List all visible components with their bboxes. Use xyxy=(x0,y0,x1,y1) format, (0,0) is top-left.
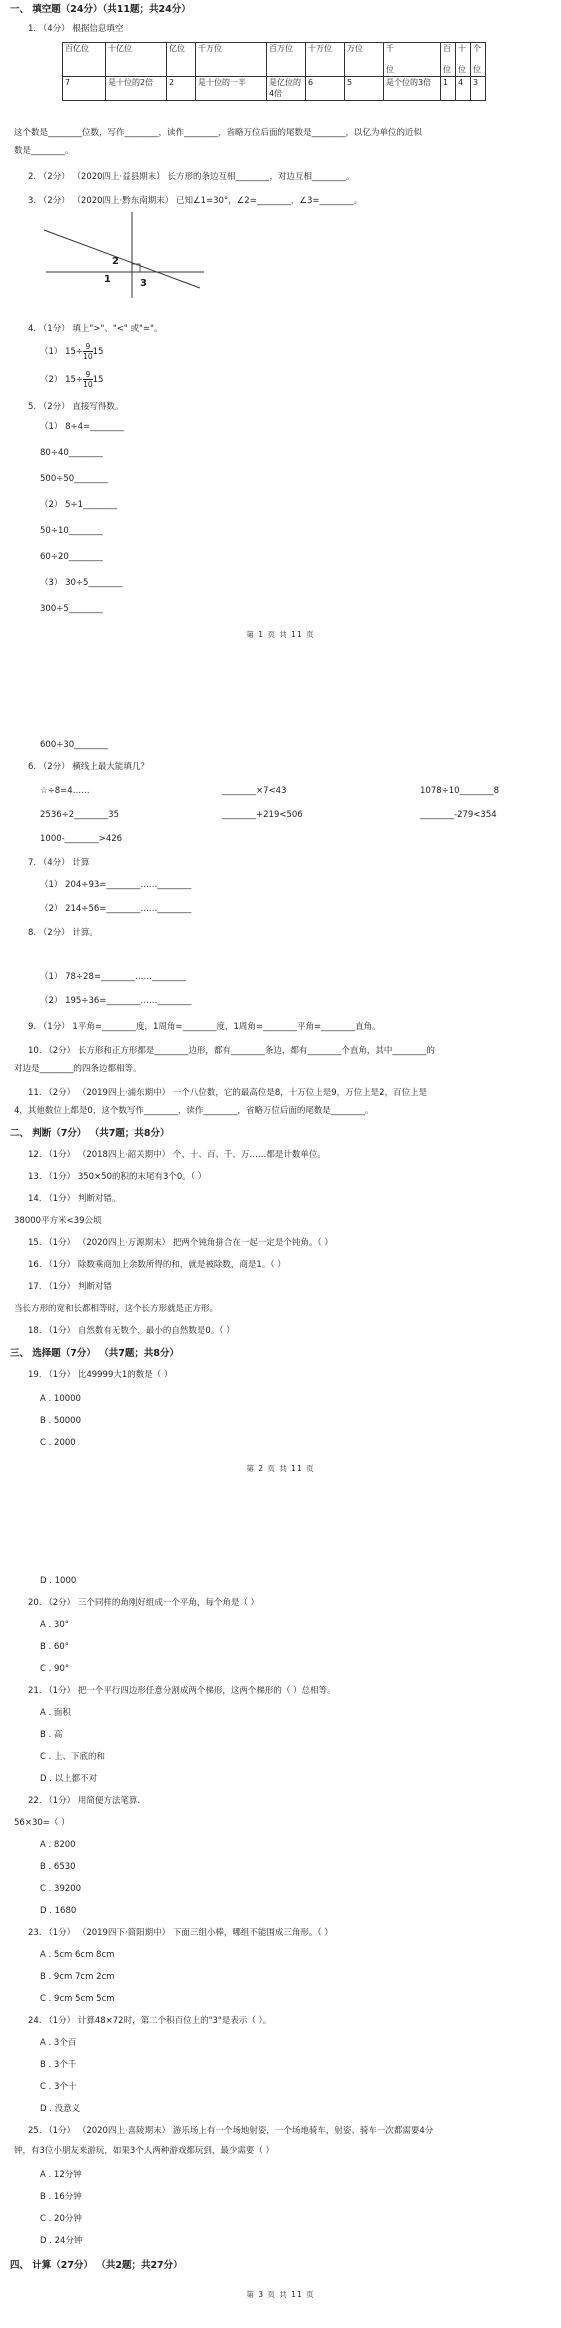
page-footer: 第 1 页 共 11 页 xyxy=(246,630,315,639)
option: A . 面积 xyxy=(40,1708,71,1718)
option: C . 39200 xyxy=(40,1884,82,1894)
question-5-item: （2） 5÷1________ xyxy=(40,500,118,510)
section-title-fill: 一、 填空题（24分）（共11题；共24分） xyxy=(10,4,191,15)
question-21: 21. （1分） 把一个平行四边形任意分割成两个梯形，这两个梯形的（ ）总相等。 xyxy=(28,1686,336,1696)
option: A . 30° xyxy=(40,1620,69,1630)
question-5-item: 80÷40________ xyxy=(40,448,103,458)
question-5-item: 50÷10________ xyxy=(40,526,103,536)
option: A . 8200 xyxy=(40,1840,76,1850)
question-4-item-1: （1） 15÷ $\frac{9}{10}$ 15 xyxy=(40,342,104,361)
question-16: 16. （1分） 除数乘商加上余数所得的和，就是被除数，商是1。（ ） xyxy=(28,1260,286,1270)
table-cell: 是个位的3倍 xyxy=(384,77,441,101)
option: C . 9cm 5cm 5cm xyxy=(40,1994,115,2004)
table-cell: 是十位的2倍 xyxy=(106,77,167,101)
question-1-line2: 数是________。 xyxy=(14,146,74,156)
question-18: 18. （1分） 自然数有无数个，最小的自然数是0。（ ） xyxy=(28,1326,235,1336)
question-25-line: 25. （1分） （2020四上·喜陵期末） 游乐场上有一个场地射姿，一个场地骑车，射姿、骑车一次都需要4分 xyxy=(28,2126,434,2136)
table-header: 十亿位 xyxy=(106,43,167,77)
question-24: 24. （1分） 计算48×72时，第二个积百位上的"3"是表示（ ）。 xyxy=(28,2016,272,2026)
question-8-item: （2） 195÷36=________……________ xyxy=(40,996,192,1006)
option: B . 60° xyxy=(40,1642,70,1652)
table-cell: 5 xyxy=(345,77,384,101)
question-15: 15. （1分） （2020四上·万源期末） 把两个钝角拼合在一起一定是个钝角。（ ） xyxy=(28,1238,333,1248)
page-footer: 第 2 页 共 11 页 xyxy=(246,1464,315,1473)
question-17-statement: 当长方形的宽和长都相等时，这个长方形就是正方形。 xyxy=(14,1304,219,1314)
question-8-stem: 8. （2分） 计算。 xyxy=(28,928,98,938)
option: D . 1680 xyxy=(40,1906,77,1916)
question-2: 2. （2分） （2020四上·益县期末） 长方形的条边互相________，对边互相________。 xyxy=(28,172,355,182)
question-6-item: 1000-________>426 xyxy=(40,834,123,844)
option: C . 2000 xyxy=(40,1438,76,1448)
section-title-calc: 四、 计算（27分） （共2题；共27分） xyxy=(10,2260,183,2271)
option: D . 24分钟 xyxy=(40,2236,83,2246)
question-9: 9. （1分） 1平角=________度，1周角=________度，1周角=________平角=________直角。 xyxy=(28,1022,381,1032)
option: C . 上、下底的和 xyxy=(40,1752,106,1762)
table-header: 百 位 xyxy=(441,43,456,77)
question-5-stem: 5. （2分） 直接写得数。 xyxy=(28,402,124,412)
table-header: 十 位 xyxy=(456,43,471,77)
option: B . 高 xyxy=(40,1730,63,1740)
place-value-table xyxy=(62,42,486,101)
question-7-stem: 7. （4分） 计算 xyxy=(28,858,90,868)
question-7-item: （2） 214÷56=________……________ xyxy=(40,904,192,914)
option: A . 12分钟 xyxy=(40,2170,82,2180)
option: C . 90° xyxy=(40,1664,70,1674)
question-25-line2: 钟，有3位小朋友来游玩，如果3个人两种游戏都玩到，最少需要（ ） xyxy=(14,2146,275,2156)
angle-3-label: 3 xyxy=(140,278,147,289)
table-cell: 3 xyxy=(471,77,486,101)
option: D . 1000 xyxy=(40,1576,77,1586)
option: C . 20分钟 xyxy=(40,2214,82,2224)
question-14-statement: 38000平方米<39公顷 xyxy=(14,1216,102,1226)
question-14: 14. （1分） 判断对错。 xyxy=(28,1194,121,1204)
angle-1-label: 1 xyxy=(104,274,111,285)
question-13: 13. （1分） 350×50的积的末尾有3个0。（ ） xyxy=(28,1172,207,1182)
question-22-expression: 56×30=（ ） xyxy=(14,1818,70,1828)
question-3: 3. （2分） （2020四上·黔东南期末） 已知∠1=30°，∠2=________，∠3=________。 xyxy=(28,196,362,206)
question-22: 22. （1分） 用简便方法笔算. xyxy=(28,1796,141,1806)
option: A . 3个百 xyxy=(40,2038,77,2048)
page-footer: 第 3 页 共 11 页 xyxy=(246,2290,315,2299)
table-cell: 4 xyxy=(456,77,471,101)
table-header: 万位 xyxy=(345,43,384,77)
question-6-item: ________+219<506 xyxy=(222,810,303,820)
table-header: 百万位 xyxy=(267,43,306,77)
question-6-item: 2536÷2________35 xyxy=(40,810,119,820)
table-cell: 2 xyxy=(167,77,196,101)
question-6-item: ☆÷8=4…… xyxy=(40,786,90,796)
question-11-line2: 4，其他数位上都是0，这个数写作________，读作________，省略万位后面的尾数是________。 xyxy=(14,1106,374,1116)
question-5-item: 60÷20________ xyxy=(40,552,103,562)
table-header: 个 位 xyxy=(471,43,486,77)
question-17: 17. （1分） 判断对错 xyxy=(28,1282,112,1292)
question-5-item: （1） 8÷4=________ xyxy=(40,422,125,432)
section-title-judge: 二、 判断（7分） （共7题；共8分） xyxy=(10,1128,170,1139)
table-header: 十万位 xyxy=(306,43,345,77)
option: A . 5cm 6cm 8cm xyxy=(40,1950,115,1960)
angle-2-label: 2 xyxy=(112,256,119,267)
option: C . 3个十 xyxy=(40,2082,77,2092)
question-4-item-2: （2） 15÷ $\frac{9}{10}$ 15 xyxy=(40,370,104,389)
option: A . 10000 xyxy=(40,1394,81,1404)
option: B . 16分钟 xyxy=(40,2192,82,2202)
option: B . 3个千 xyxy=(40,2060,77,2070)
question-6-item: 1078÷10________8 xyxy=(420,786,499,796)
option: B . 50000 xyxy=(40,1416,81,1426)
question-11-line: 11. （2分） （2019四上·浦东期中） 一个八位数，它的最高位是8，十万位上是9，万位上是2，百位上是 xyxy=(28,1088,428,1098)
angle-diagram xyxy=(40,212,210,302)
question-6-item: ________×7<43 xyxy=(222,786,287,796)
question-1-stem: 1. （4分） 根据信息填空 xyxy=(28,24,124,34)
slanted-line xyxy=(44,230,200,288)
option: B . 6530 xyxy=(40,1862,76,1872)
question-6-item: ________-279<354 xyxy=(420,810,497,820)
question-12: 12. （1分） （2018四上·韶关期中） 个、十、百、千、万……都是计数单位。 xyxy=(28,1150,326,1160)
question-7-item: （1） 204÷93=________……________ xyxy=(40,880,192,890)
question-5-item: 500÷50________ xyxy=(40,474,109,484)
question-8-item: （1） 78÷28=________……________ xyxy=(40,972,186,982)
question-4-stem: 4. （1分） 填上">"、"<" 或"="。 xyxy=(28,324,163,334)
table-header: 千 位 xyxy=(384,43,441,77)
question-6-stem: 6. （2分） 横线上最大能填几？ xyxy=(28,762,149,772)
table-header: 亿位 xyxy=(167,43,196,77)
table-cell: 1 xyxy=(441,77,456,101)
option: D . 以上都不对 xyxy=(40,1774,98,1784)
question-20: 20. （2分） 三个同样的角刚好组成一个平角，每个角是（ ） xyxy=(28,1598,260,1608)
question-23: 23. （1分） （2019四下·简阳期中） 下面三组小棒，哪组不能围成三角形。（ ） xyxy=(28,1928,333,1938)
table-header: 千万位 xyxy=(196,43,267,77)
table-header: 百亿位 xyxy=(63,43,106,77)
table-cell: 是亿位的4倍 xyxy=(267,77,306,101)
option: B . 9cm 7cm 2cm xyxy=(40,1972,115,1982)
question-10-line: 10. （2分） 长方形和正方形都是________边形，都有________条边，都有________个直角，其中________的 xyxy=(28,1046,435,1056)
question-10-line2: 对边是________的四条边都相等。 xyxy=(14,1064,142,1074)
option: D . 没意义 xyxy=(40,2104,81,2114)
section-title-choice: 三、 选择题（7分） （共7题；共8分） xyxy=(10,1348,179,1359)
question-5-item: （3） 30÷5________ xyxy=(40,578,123,588)
question-5-item: 600÷30________ xyxy=(40,740,109,750)
question-19: 19. （1分） 比49999大1的数是（ ） xyxy=(28,1370,173,1380)
question-1-line: 这个数是________位数，写作________，读作________，省略万位后面的尾数是________，以亿为单位的近似 xyxy=(14,128,423,138)
table-cell: 6 xyxy=(306,77,345,101)
table-cell: 7 xyxy=(63,77,106,101)
table-cell: 是十位的一半 xyxy=(196,77,267,101)
question-5-item: 300÷5________ xyxy=(40,604,103,614)
